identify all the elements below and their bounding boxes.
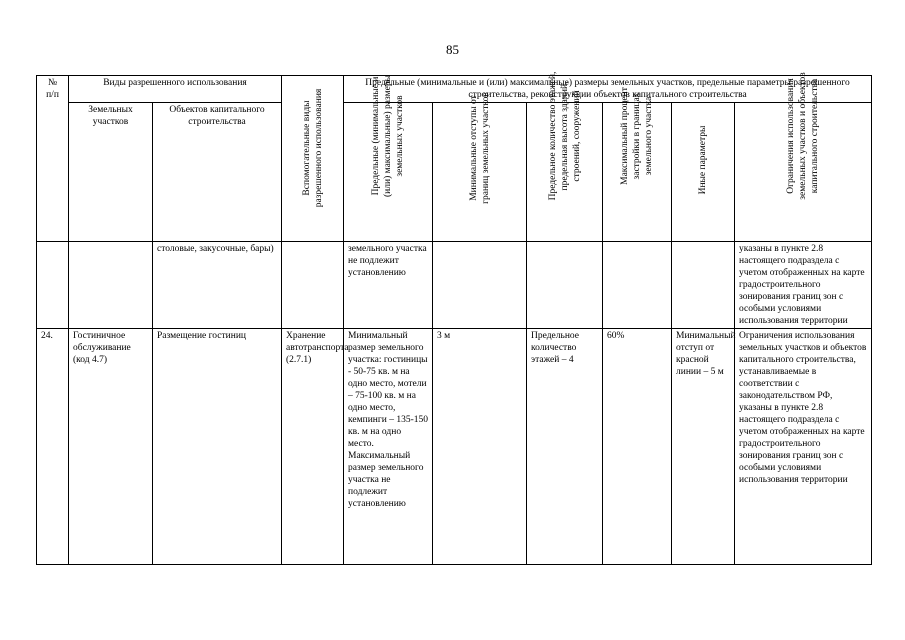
regulations-table xyxy=(36,71,872,565)
cell-setback xyxy=(433,242,527,329)
cell-percent: 60% xyxy=(603,329,672,565)
header-col-setback xyxy=(433,92,527,242)
cell-capital: столовые, закусочные, бары) xyxy=(153,242,282,329)
header-col-restrictions xyxy=(735,72,872,242)
cell-restrictions: указаны в пункте 2.8 настоящего подраздела с учетом отображенных на карте градостроительного зонирования границ зон с особыми условиями использования территории xyxy=(735,242,872,329)
header-col-size-text: Предельные (минимальные и (или) максимальные) размеры земельных участков xyxy=(371,75,406,197)
header-col-percent-text: Максимальный процент застройки в границах земельного участка xyxy=(620,87,655,185)
header-capital: Объектов капитального строительства xyxy=(153,103,282,242)
header-land: Земельных участков xyxy=(69,103,153,242)
header-num-text: № п/п xyxy=(46,78,59,100)
cell-num: 24. xyxy=(37,329,69,565)
cell-num xyxy=(37,242,69,329)
cell-capital: Размещение гостиниц xyxy=(153,329,282,565)
header-col-restrictions-text: Ограничения использования земельных участков и объектов капитального строительства xyxy=(786,72,821,200)
header-col-percent xyxy=(603,87,672,242)
cell-percent xyxy=(603,242,672,329)
page-number: 85 xyxy=(446,42,459,57)
cell-size: земельного участка не подлежит установлению xyxy=(344,242,433,329)
header-col-other-text: Иные параметры xyxy=(698,125,709,195)
table-row xyxy=(37,242,872,329)
header-types-group: Виды разрешенного использования xyxy=(69,76,282,103)
header-col-setback-text: Минимальные отступы от границ земельных участков xyxy=(468,92,491,204)
cell-setback: 3 м xyxy=(433,329,527,565)
cell-floors: Предельное количество этажей – 4 xyxy=(527,329,603,565)
cell-aux xyxy=(282,242,344,329)
cell-restrictions: Ограничения использования земельных участков и объектов капитального строительства, устанавливаемые в соответствии с законодательством РФ, указаны в пункте 2.8 настоящего подраздела с учетом отображенных на карте градостроительного зонирования границ зон с особыми условиями использования территории xyxy=(735,329,872,565)
cell-other: Минимальный отступ от красной линии – 5 м xyxy=(672,329,735,565)
cell-floors xyxy=(527,242,603,329)
header-col-other xyxy=(672,103,735,242)
cell-land xyxy=(69,242,153,329)
header-col-floors-text: Предельное количество этажей, предельная высота зданий, строений, сооружений xyxy=(547,71,582,201)
header-col-floors xyxy=(527,71,603,242)
cell-land: Гостиничное обслуживание (код 4.7) xyxy=(69,329,153,565)
table-row xyxy=(37,329,872,565)
cell-aux: Хранение автотранспорта (2.7.1) xyxy=(282,329,344,565)
header-col-size xyxy=(344,75,433,242)
header-limits-group: Предельные (минимальные и (или) максимальные) размеры земельных участков, предельные параметры разрешенного строительства, реконструкции объектов капитального строительства xyxy=(344,76,872,103)
cell-other xyxy=(672,242,735,329)
header-num xyxy=(37,76,69,242)
header-aux-text: Вспомогательные виды разрешенного использования xyxy=(301,88,324,208)
cell-size: Минимальный размер земельного участка: гостиницы - 50-75 кв. м на одно место, мотели – 75-100 кв. м на одно место, кемпинги – 135-150 кв. м на одно место. Максимальный размер земельного участка не подлежит установлению xyxy=(344,329,433,565)
header-aux xyxy=(282,76,344,242)
